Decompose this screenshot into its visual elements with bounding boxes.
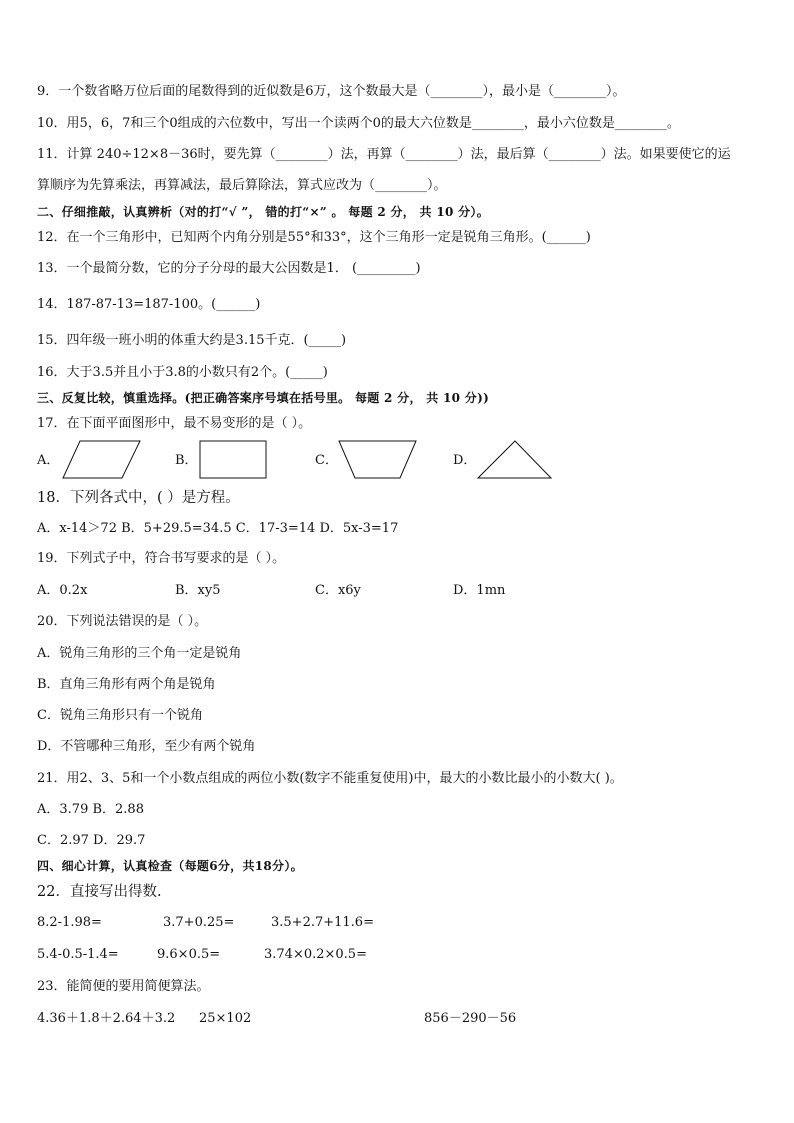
q21-options-row2: C．2.97 D．29.7	[37, 833, 146, 848]
question-19: 19．下列式子中，符合书写要求的是（ ）。	[37, 551, 286, 566]
section-3-heading: 三、反复比较，慎重选择。(把正确答案序号填在括号里。 每题 2 分， 共 10 分))	[37, 391, 490, 405]
q22-expr-6: 3.74×0.2×0.5=	[264, 947, 367, 962]
q20-option-a: A．锐角三角形的三个角一定是锐角	[37, 646, 242, 661]
q22-expr-2: 3.7+0.25=	[163, 915, 235, 930]
q20-option-c: C．锐角三角形只有一个锐角	[37, 708, 203, 723]
q18-options: A．x-14＞72 B．5+29.5=34.5 C．17-3=14 D．5x-3=17	[37, 521, 399, 536]
q23-expr-2: 25×102	[199, 1011, 252, 1026]
question-23: 23．能简便的要用简便算法。	[37, 979, 210, 994]
section-4-heading: 四、细心计算，认真检查（每题6分，共18分）。	[37, 859, 303, 873]
rectangle-shape	[199, 440, 269, 480]
question-16: 16．大于3.5并且小于3.8的小数只有2个。(_____)	[37, 365, 328, 380]
q17-option-b-label: B．	[175, 453, 198, 468]
q20-option-b: B．直角三角形有两个角是锐角	[37, 677, 216, 692]
q19-option-a: A．0.2x	[37, 583, 88, 598]
q19-option-c: C．x6y	[315, 583, 361, 598]
q19-option-b: B．xy5	[175, 583, 221, 598]
q19-option-d: D．1mn	[453, 583, 506, 598]
section-2-heading: 二、仔细推敲，认真辨析（对的打“√ ”， 错的打“×” 。 每题 2 分， 共 10 分）。	[37, 205, 490, 219]
trapezoid-shape	[338, 440, 418, 480]
question-18: 18．下列各式中，( ）是方程。	[37, 490, 240, 506]
q22-expr-1: 8.2-1.98=	[37, 915, 102, 930]
question-20: 20．下列说法错误的是（ ）。	[37, 614, 208, 629]
q17-option-a-label: A．	[37, 453, 60, 468]
question-12: 12．在一个三角形中，已知两个内角分别是55°和33°，这个三角形一定是锐角三角形。(______)	[37, 230, 591, 245]
q23-expr-3: 856－290－56	[424, 1011, 517, 1026]
q21-options-row1: A．3.79 B．2.88	[37, 802, 144, 817]
q23-expr-1: 4.36＋1.8＋2.64＋3.2	[37, 1011, 176, 1026]
q22-expr-5: 9.6×0.5=	[157, 947, 221, 962]
question-21: 21．用2、3、5和一个小数点组成的两位小数(数字不能重复使用)中，最大的小数比最小的小数大( )。	[37, 771, 623, 786]
q17-option-c-label: C．	[315, 453, 338, 468]
triangle-shape	[477, 440, 553, 480]
question-10: 10．用5，6，7和三个0组成的六位数中，写出一个读两个0的最大六位数是________，最小六位数是________。	[37, 116, 680, 131]
q17-option-d-label: D．	[453, 453, 477, 468]
q22-expr-4: 5.4-0.5-1.4=	[37, 947, 119, 962]
q20-option-d: D．不管哪种三角形，至少有两个锐角	[37, 739, 256, 754]
question-11-line2: 算顺序为先算乘法，再算减法，最后算除法，算式应改为（________）。	[37, 178, 447, 193]
question-22: 22．直接写出得数.	[37, 884, 162, 900]
question-14: 14．187-87-13=187-100。(______)	[37, 297, 261, 312]
question-11-line1: 11．计算 240÷12×8－36时，要先算（________）法，再算（________）法，最后算（________）法。如果要使它的运	[37, 147, 731, 162]
question-13: 13．一个最简分数，它的分子分母的最大公因数是1． (_________)	[37, 261, 421, 276]
question-15: 15．四年级一班小明的体重大约是3.15千克．(_____)	[37, 333, 347, 348]
question-9: 9．一个数省略万位后面的尾数得到的近似数是6万，这个数最大是（________），最小是（________）。	[37, 84, 626, 99]
q22-expr-3: 3.5+2.7+11.6=	[271, 915, 374, 930]
question-17: 17．在下面平面图形中，最不易变形的是（ ）。	[37, 416, 312, 431]
parallelogram-shape	[62, 440, 142, 480]
